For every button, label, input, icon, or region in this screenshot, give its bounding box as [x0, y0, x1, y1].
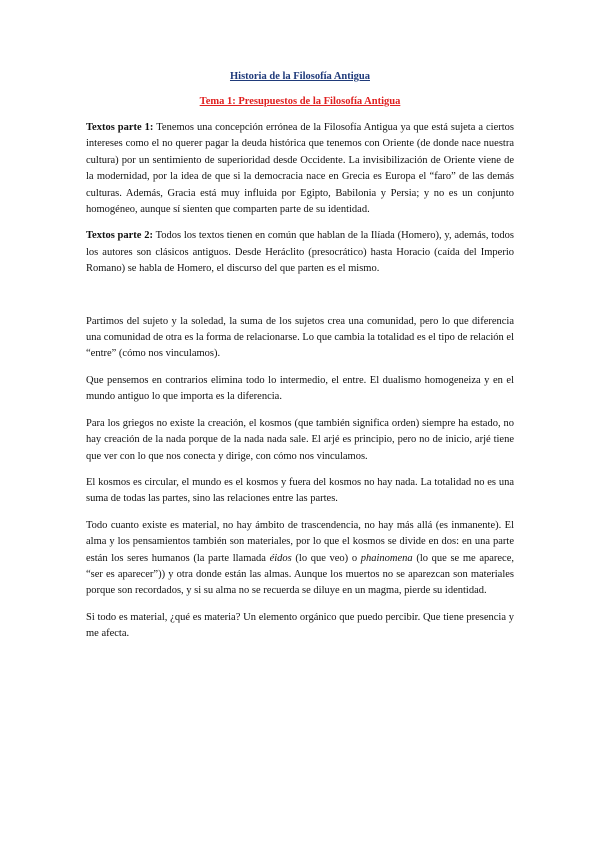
paragraph-matter: Si todo es material, ¿qué es materia? Un elemento orgánico que puedo percibir. Que tiene presencia y me afecta.: [86, 611, 514, 640]
texts-part2-label: Textos parte 2:: [86, 230, 153, 242]
paragraph-creation: Para los griegos no existe la creación, el kosmos (que también significa orden) siempre ha estado, no hay creación de la nada porque de la nada nada sale. El arjé es principio, pero no de inicio, arjé tiene que ver con lo que nos conecta y dirige, con cómo nos vinculamos.: [86, 417, 514, 462]
paragraph-material-part3: (lo que se me aparece, “ser es aparecer”)) y otra donde están las almas. Aunque los muertos no se aparezcan son materiales porque son recordados, y si su alma no se recuerda se diluye en un magma, pierde su identidad.: [86, 552, 514, 597]
paragraph-material-part1: Todo cuanto existe es material, no hay ámbito de trascendencia, no hay más allá (es inmanente). El alma y los pensamientos también son materiales, por lo que el kosmos se divide en dos: en una parte están los seres humanos (la parte llamada: [86, 519, 514, 564]
paragraph-relation: Partimos del sujeto y la soledad, la suma de los sujetos crea una comunidad, pero lo que diferencia una comunidad de otra es la forma de relacionarse. Lo que cambia la totalidad es el tipo de relación el “entre” (cómo nos vinculamos).: [86, 315, 514, 360]
term-eidos: éidos: [269, 552, 292, 564]
texts-part1-body: Tenemos una concepción errónea de la Filosofía Antigua ya que está sujeta a ciertos intereses como el no querer pagar la deuda histórica que tenemos con Oriente (de donde nace nuestra cultura) por un sentimiento de superioridad desde Occidente. La invisibilización de Oriente viene de la modernidad, por la idea de que si la democracia nace en Grecia es Europa el “faro” de las demás culturas. Además, Gracia está muy influida por Egipto, Babilonia y Persia; y no es un conjunto homogéneo, aunque sí sienten que comparten parte de su identidad.: [86, 122, 514, 216]
texts-part1-paragraph: [86, 120, 514, 218]
texts-part2-paragraph: [86, 228, 514, 277]
document-title: Historia de la Filosofía Antigua: [229, 71, 370, 82]
section-spacer: [86, 288, 514, 314]
term-phainomena: phainomena: [360, 552, 413, 564]
texts-part1-label: Textos parte 1:: [86, 122, 154, 133]
document-subtitle: Tema 1: Presupuestos de la Filosofía Antigua: [199, 96, 401, 107]
paragraph-kosmos: El kosmos es circular, el mundo es el kosmos y fuera del kosmos no hay nada. La totalidad no es una suma de todas las partes, sino las relaciones entre las partes.: [86, 476, 514, 505]
paragraph-material-part2: (lo que veo) o: [291, 552, 361, 564]
paragraph-dualism: Que pensemos en contrarios elimina todo lo intermedio, el entre. El dualismo homogeneiza y en el mundo antiguo lo que importa es la diferencia.: [86, 374, 514, 403]
texts-part2-body: Todos los textos tienen en común que hablan de la Ilíada (Homero), y, además, todos los autores son clásicos antiguos. Desde Heráclito (presocrático) hasta Horacio (caída del Imperio Romano) se habla de Homero, el discurso del que parten es el mismo.: [86, 230, 514, 275]
paragraph-material: [86, 518, 514, 600]
